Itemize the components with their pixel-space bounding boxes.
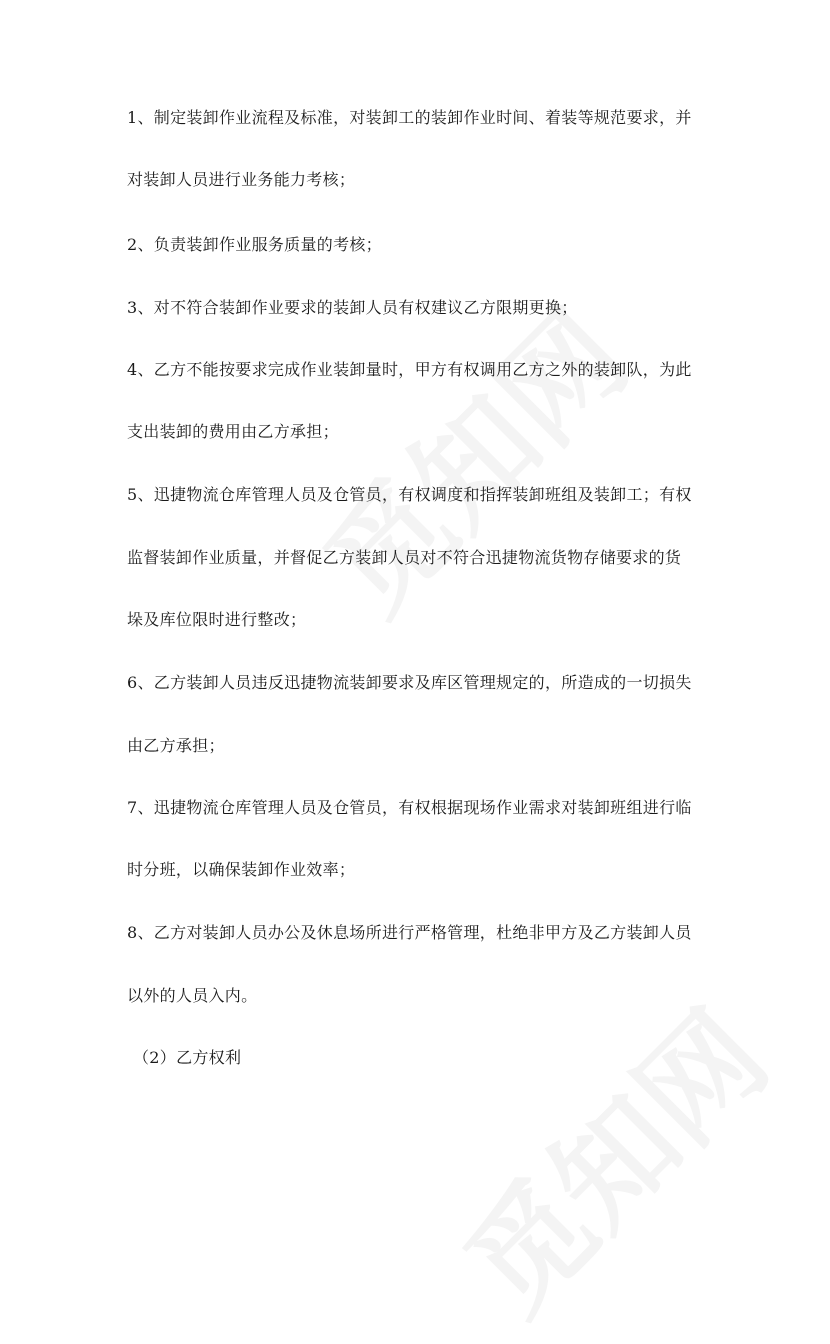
text-line: 以外的人员入内。 xyxy=(127,986,258,1005)
text-line: 监督装卸作业质量，并督促乙方装卸人员对不符合迅捷物流货物存储要求的货 xyxy=(127,548,682,567)
text-line: 7、迅捷物流仓库管理人员及仓管员，有权根据现场作业需求对装卸班组进行临 xyxy=(127,798,692,817)
text-line: 由乙方承担； xyxy=(127,736,225,755)
text-line: 4、乙方不能按要求完成作业装卸量时，甲方有权调用乙方之外的装卸队，为此 xyxy=(127,360,692,379)
text-line: 对装卸人员进行业务能力考核； xyxy=(127,170,356,189)
text-line: 2、负责装卸作业服务质量的考核； xyxy=(127,235,382,254)
watermark xyxy=(422,968,798,1344)
text-line: 3、对不符合装卸作业要求的装卸人员有权建议乙方限期更换； xyxy=(127,298,578,317)
text-line: 6、乙方装卸人员违反迅捷物流装卸要求及库区管理规定的，所造成的一切损失 xyxy=(127,673,692,692)
text-line: 时分班，以确保装卸作业效率； xyxy=(127,860,356,879)
text-line: 5、迅捷物流仓库管理人员及仓管员，有权调度和指挥装卸班组及装卸工；有权 xyxy=(127,485,692,504)
text-line: 垛及库位限时进行整改； xyxy=(127,610,307,629)
watermark xyxy=(282,268,658,644)
text-line: 支出装卸的费用由乙方承担； xyxy=(127,422,339,441)
text-line: 8、乙方对装卸人员办公及休息场所进行严格管理，杜绝非甲方及乙方装卸人员 xyxy=(127,923,692,942)
text-line: 1、制定装卸作业流程及标准，对装卸工的装卸作业时间、着装等规范要求，并 xyxy=(127,108,692,127)
section-heading: （2）乙方权利 xyxy=(133,1048,242,1067)
